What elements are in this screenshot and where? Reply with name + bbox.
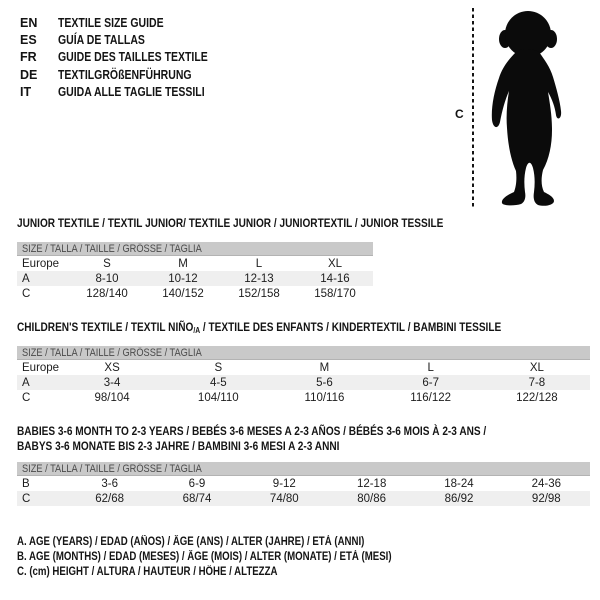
language-code: ES [20,32,37,47]
size-cell: M [319,361,330,374]
table-row [17,271,373,286]
value-cell: 104/110 [197,391,239,404]
babies-table-title [17,424,576,454]
footnote-text: A. AGE (YEARS) / EDAD (AÑOS) / ÂGE (ANS) / ALTER (JAHRE) / ETÀ (ANNI) [17,536,365,548]
footnote-a [17,536,431,548]
value-cell: 116/122 [410,391,452,404]
value-cell: 24-36 [531,477,562,490]
size-cell: XS [104,361,120,374]
size-cell: M [178,257,188,270]
table-row [17,360,590,376]
children-table-title [17,320,593,338]
size-header-label: SIZE / TALLA / TAILLE / GRÖSSE / TAGLIA [22,346,202,359]
height-dashed-line [472,8,474,207]
value-cell: 80/86 [357,492,387,505]
junior-table-title [17,216,525,231]
language-code: IT [20,84,32,99]
value-cell: 92/98 [531,492,561,505]
children-size-table [17,346,590,405]
value-cell: 18-24 [444,477,474,490]
title-line-1: BABIES 3-6 MONTH TO 2-3 YEARS / BEBÉS 3-6 MESES A 2-3 AÑOS / BÉBÉS 3-6 MOIS À 2-3 ANS / [17,424,487,438]
row-label: A [22,272,30,285]
value-cell: 98/104 [94,391,130,404]
baby-silhouette-icon [482,8,574,206]
language-title: GUÍA DE TALLAS [58,32,145,47]
value-cell: 10-12 [168,272,198,285]
size-cell: L [427,361,434,374]
language-row [20,31,161,48]
title-text [17,320,501,338]
value-cell: 62/68 [95,492,125,505]
language-code: FR [20,49,37,64]
language-title: TEXTILGRÖßENFÜHRUNG [58,67,192,82]
language-code: DE [20,67,38,82]
size-cell: S [214,361,223,374]
value-cell: 110/116 [304,391,345,404]
row-label: Europe [22,257,60,270]
language-row [20,66,217,83]
row-label: B [22,477,30,490]
value-cell: 140/152 [162,287,204,300]
footnote-c [17,566,327,578]
height-label: C [455,107,464,121]
value-cell: 6-7 [422,376,439,389]
value-cell: 74/80 [269,492,299,505]
table-row [17,286,373,301]
table-row [17,476,590,492]
language-title: GUIDA ALLE TAGLIE TESSILI [58,84,205,99]
language-row [20,83,233,100]
language-row [20,48,236,65]
value-cell: 8-10 [95,272,119,285]
row-label: C [22,492,31,505]
value-cell: 86/92 [444,492,474,505]
value-cell: 12-13 [244,272,274,285]
language-code: EN [20,15,38,30]
value-cell: 3-4 [103,376,121,389]
value-cell: 128/140 [86,287,128,300]
value-cell: 7-8 [528,376,546,389]
title-line-2: BABYS 3-6 MONATE BIS 2-3 JAHRE / BAMBINI 3-6 MESI A 2-3 ANNI [17,439,340,453]
value-cell: 68/74 [182,492,212,505]
row-label: C [22,391,31,404]
title-subscript: /A [193,326,201,335]
value-cell: 4-5 [209,376,227,389]
value-cell: 3-6 [101,477,118,490]
size-header-bar [17,462,590,476]
title-part: / TEXTILE DES ENFANTS / KINDERTEXTIL / BAMBINI TESSILE [200,320,502,334]
table-row [17,256,373,272]
table-row [17,491,590,506]
babies-size-table [17,462,590,506]
footnote-text: B. AGE (MONTHS) / EDAD (MESES) / ÂGE (MOIS) / ALTER (MONATE) / ETÀ (MESI) [17,551,392,563]
size-cell: S [103,257,111,270]
table-row [17,375,590,390]
language-row [20,14,184,31]
value-cell: 158/170 [314,287,356,300]
size-cell: L [255,257,263,270]
table-row [17,390,590,405]
row-label: Europe [22,361,60,374]
title-text: JUNIOR TEXTILE / TEXTIL JUNIOR/ TEXTILE JUNIOR / JUNIORTEXTIL / JUNIOR TESSILE [17,216,444,230]
value-cell: 152/158 [238,287,280,300]
value-cell: 122/128 [516,391,558,404]
title-part: CHILDREN'S TEXTILE / TEXTIL NIÑO [17,320,194,334]
footnote-b [17,551,463,563]
row-label: C [22,287,31,300]
size-header-label: SIZE / TALLA / TAILLE / GRÖSSE / TAGLIA [22,462,202,475]
value-cell: 6-9 [188,477,206,490]
language-title: TEXTILE SIZE GUIDE [58,15,164,30]
row-label: A [22,376,30,389]
value-cell: 12-18 [356,477,387,490]
value-cell: 5-6 [316,376,333,389]
size-header-bar [17,346,590,360]
language-title: GUIDE DES TAILLES TEXTILE [58,49,208,64]
value-cell: 14-16 [320,272,350,285]
footnote-text: C. (cm) HEIGHT / ALTURA / HAUTEUR / HÖHE / ALTEZZA [17,566,278,578]
value-cell: 9-12 [272,477,296,490]
size-cell: XL [529,361,544,374]
junior-size-table [17,242,373,301]
size-cell: XL [327,257,343,270]
size-header-label: SIZE / TALLA / TAILLE / GRÖSSE / TAGLIA [22,242,202,255]
size-header-bar [17,242,373,256]
